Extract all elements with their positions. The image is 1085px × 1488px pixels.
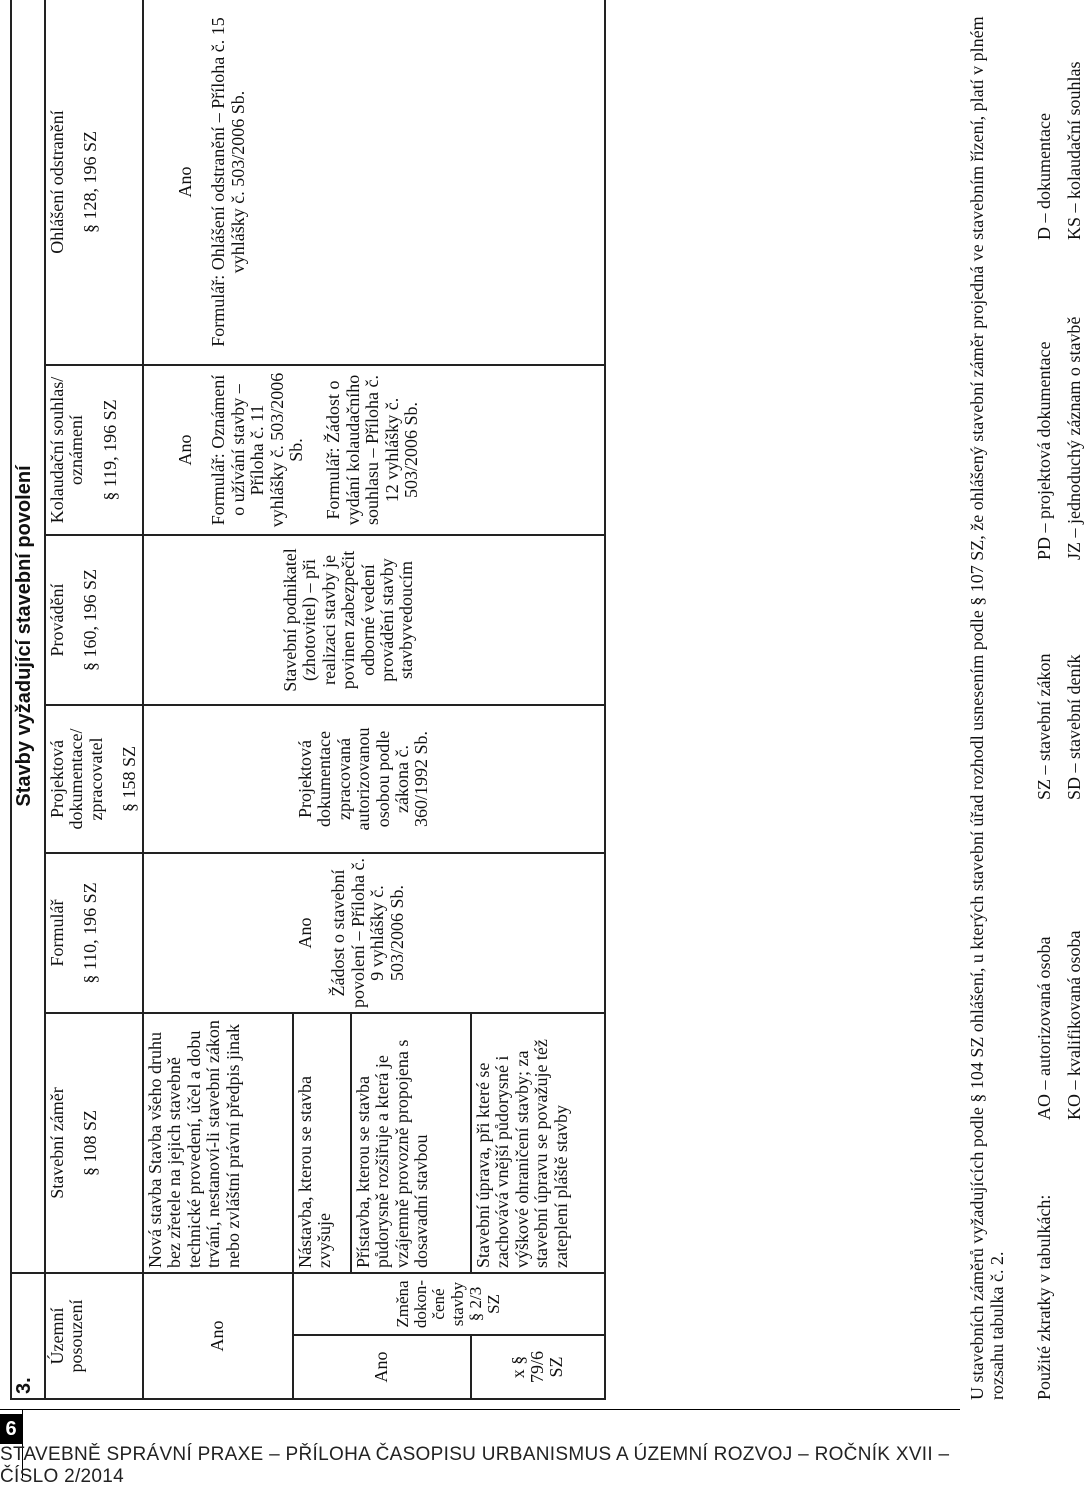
- note-text: U stavebních záměrů vyžadujících podle § 104 SZ ohlášení, u kterých stavební úřad rozhodl usnesením podle § 107 SZ, že ohlášený stavební záměr projedná ve stavebním řízení, platí v plném rozsahu tabulka č. 2.: [967, 16, 1007, 1400]
- rotated-table-page: [10, 0, 1084, 1400]
- row3-uzemni: x § 79/6 SZ: [471, 1335, 605, 1399]
- header-odstraneni: [45, 0, 143, 365]
- row1-uzemni: Ano: [143, 1273, 293, 1399]
- provadeni-cell: [143, 535, 605, 705]
- header-odstraneni-ref: § 128, 196 SZ: [80, 130, 101, 233]
- projekt-cell: [143, 705, 605, 853]
- row2-pristavba: Přístavba, kterou se stavba půdorysně rozšiřuje a která je vzájemně provozně propojena s dosavadní stavbou: [351, 1013, 471, 1273]
- row1-zamer: Nová stavba Stavba všeho druhu bez zřetele na jejich stavebně technické provedení, účel a dobu trvání, nestanoví-li stavební zákon nebo zvláštní právní předpis jinak: [143, 1013, 293, 1273]
- kolaudace-text-2: Formulář: Žádost o vydání kolaudačního souhlasu – Příloha č. 12 vyhlášky č. 503/2006 Sb.: [323, 374, 422, 526]
- header-provadeni: [45, 535, 143, 705]
- projekt-text: Projektová dokumentace zpracovaná autorizovanou osobou podle zákona č. 360/1992 Sb.: [294, 727, 432, 831]
- header-zamer-label: Stavební záměr: [47, 1087, 67, 1199]
- building-permit-table: [10, 0, 606, 1400]
- formular-ano: Ano: [294, 917, 315, 949]
- abbr-sz: SZ – stavební zákon: [1034, 653, 1054, 800]
- section-number: 3.: [11, 1273, 45, 1399]
- abbr-jz: JZ – jednoduchý záznam o stavbě: [1064, 316, 1084, 560]
- header-uzemni-label: Územní posouzení: [47, 1299, 87, 1373]
- odstraneni-ano: Ano: [174, 166, 195, 198]
- abbr-ko: KO – kvalifikovaná osoba: [1064, 930, 1084, 1120]
- odstraneni-cell: [143, 0, 605, 365]
- odstraneni-text: Formulář: Ohlášení odstranění – Příloha č. 15 vyhlášky č. 503/2006 Sb.: [208, 17, 248, 347]
- formular-text: Žádost o stavební povolení – Příloha č. 9 vyhlášky č. 503/2006 Sb.: [328, 858, 407, 1008]
- header-zamer-ref: § 108 SZ: [80, 1110, 101, 1177]
- abbr-ao: AO – autorizovaná osoba: [1034, 936, 1054, 1120]
- page-number: 6: [0, 1414, 22, 1444]
- header-formular: [45, 853, 143, 1013]
- formular-cell: [143, 853, 605, 1013]
- running-footer: STAVEBNĚ SPRÁVNÍ PRAXE – PŘÍLOHA ČASOPISU URBANISMUS A ÚZEMNÍ ROZVOJ – ROČNÍK XVII – ČÍSLO 2/2014: [0, 1444, 950, 1487]
- kolaudace-ano: Ano: [174, 434, 195, 466]
- header-uzemni: [45, 1273, 143, 1399]
- header-provadeni-label: Provádění: [47, 583, 67, 657]
- header-zamer: [45, 1013, 143, 1273]
- header-odstraneni-label: Ohlášení odstranění: [47, 110, 67, 254]
- row2-zmena: Změna dokon- čené stavby § 2/3 SZ: [293, 1273, 605, 1335]
- footer-rule: [0, 1409, 960, 1410]
- header-kolaudace-ref: § 119, 196 SZ: [99, 399, 120, 501]
- header-kolaudace: [45, 365, 143, 535]
- abbreviations-label: Použité zkratky v tabulkách:: [1034, 1194, 1054, 1400]
- kolaudace-cell: [143, 365, 605, 535]
- row3-uprava: Stavební úprava, při které se zachovává vnější půdorysné i výškové ohraničení stavby; za stavební úpravu se považuje též zateplení pláště stavby: [471, 1013, 605, 1273]
- abbr-sd: SD – stavební deník: [1064, 654, 1084, 800]
- header-projekt: [45, 705, 143, 853]
- header-formular-label: Formulář: [47, 899, 67, 967]
- abbr-pd: PD – projektová dokumentace: [1034, 341, 1054, 560]
- row2-nastavba: Nástavba, kterou se stavba zvyšuje: [293, 1013, 351, 1273]
- header-projekt-ref: § 158 SZ: [119, 746, 140, 813]
- abbr-ks: KS – kolaudační souhlas: [1064, 61, 1084, 240]
- header-formular-ref: § 110, 196 SZ: [80, 882, 101, 984]
- header-provadeni-ref: § 160, 196 SZ: [80, 569, 101, 672]
- row2-uzemni: Ano: [293, 1335, 471, 1399]
- abbr-d: D – dokumentace: [1034, 113, 1054, 240]
- header-kolaudace-label: Kolaudační souhlas/ oznámení: [47, 376, 87, 524]
- kolaudace-text-1: Formulář: Oznámení o užívání stavby – Příloha č. 11 vyhlášky č. 503/2006 Sb.: [208, 372, 306, 528]
- section-title: Stavby vyžadující stavební povolení: [11, 0, 45, 1273]
- header-projekt-label: Projektová dokumentace/ zpracovatel: [47, 728, 106, 830]
- provadeni-text: Stavební podnikatel (zhotovitel) – při realizaci stavby je povinen zabezpečit odborné vedení provádění stavby stavbyvedoucím: [279, 548, 417, 692]
